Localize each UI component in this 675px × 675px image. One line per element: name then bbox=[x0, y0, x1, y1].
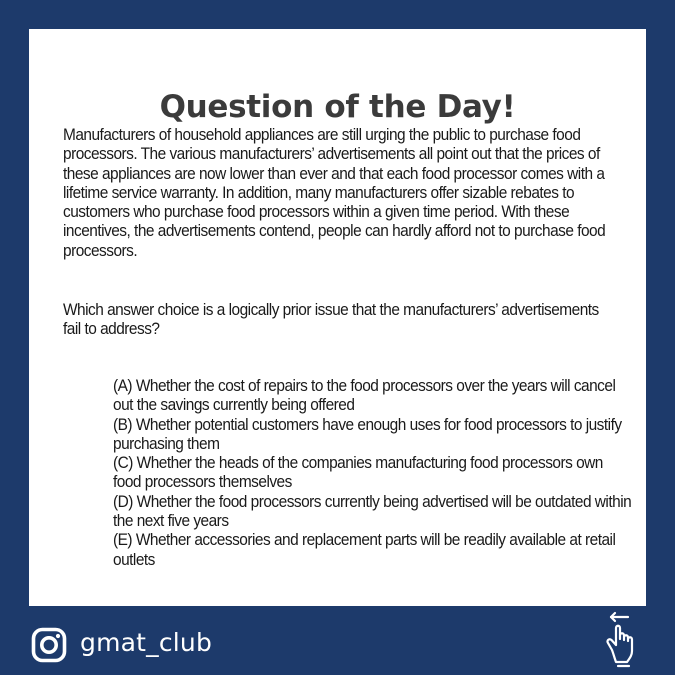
answer-choice-c: (C) Whether the heads of the companies manufacturing food processors own food processors themselves bbox=[113, 453, 603, 492]
swipe-left-hand-icon bbox=[598, 610, 646, 668]
question-stem: Which answer choice is a logically prior issue that the manufacturers’ advertisements fail to address? bbox=[63, 300, 599, 339]
answer-choice-a: (A) Whether the cost of repairs to the food processors over the years will cancel out the savings currently being offered bbox=[113, 376, 616, 415]
question-card bbox=[29, 29, 646, 606]
answer-choice-d: (D) Whether the food processors currently being advertised will be outdated within the next five years bbox=[113, 491, 632, 531]
answer-choice-b: (B) Whether potential customers have enough uses for food processors to justify purchasing them bbox=[113, 414, 622, 453]
question-passage: Manufacturers of household appliances are still urging the public to purchase food processors. The various manufacturers’ advertisements all point out that the prices of these appliances are now lower than ever and that each food processor comes with a lifetime service warranty. In addition, many manufacturers offer sizable rebates to customers who purchase food processors within a given time period. With these incentives, the advertisements contend, people can hardly afford not to purchase food processors. bbox=[63, 125, 606, 260]
answer-choices bbox=[113, 376, 634, 569]
page-title: Question of the Day! bbox=[159, 89, 516, 125]
instagram-handle: gmat_club bbox=[80, 628, 213, 657]
footer bbox=[0, 606, 675, 675]
instagram-icon bbox=[31, 627, 67, 663]
answer-choice-e: (E) Whether accessories and replacement parts will be readily available at retail outlets bbox=[113, 530, 616, 569]
